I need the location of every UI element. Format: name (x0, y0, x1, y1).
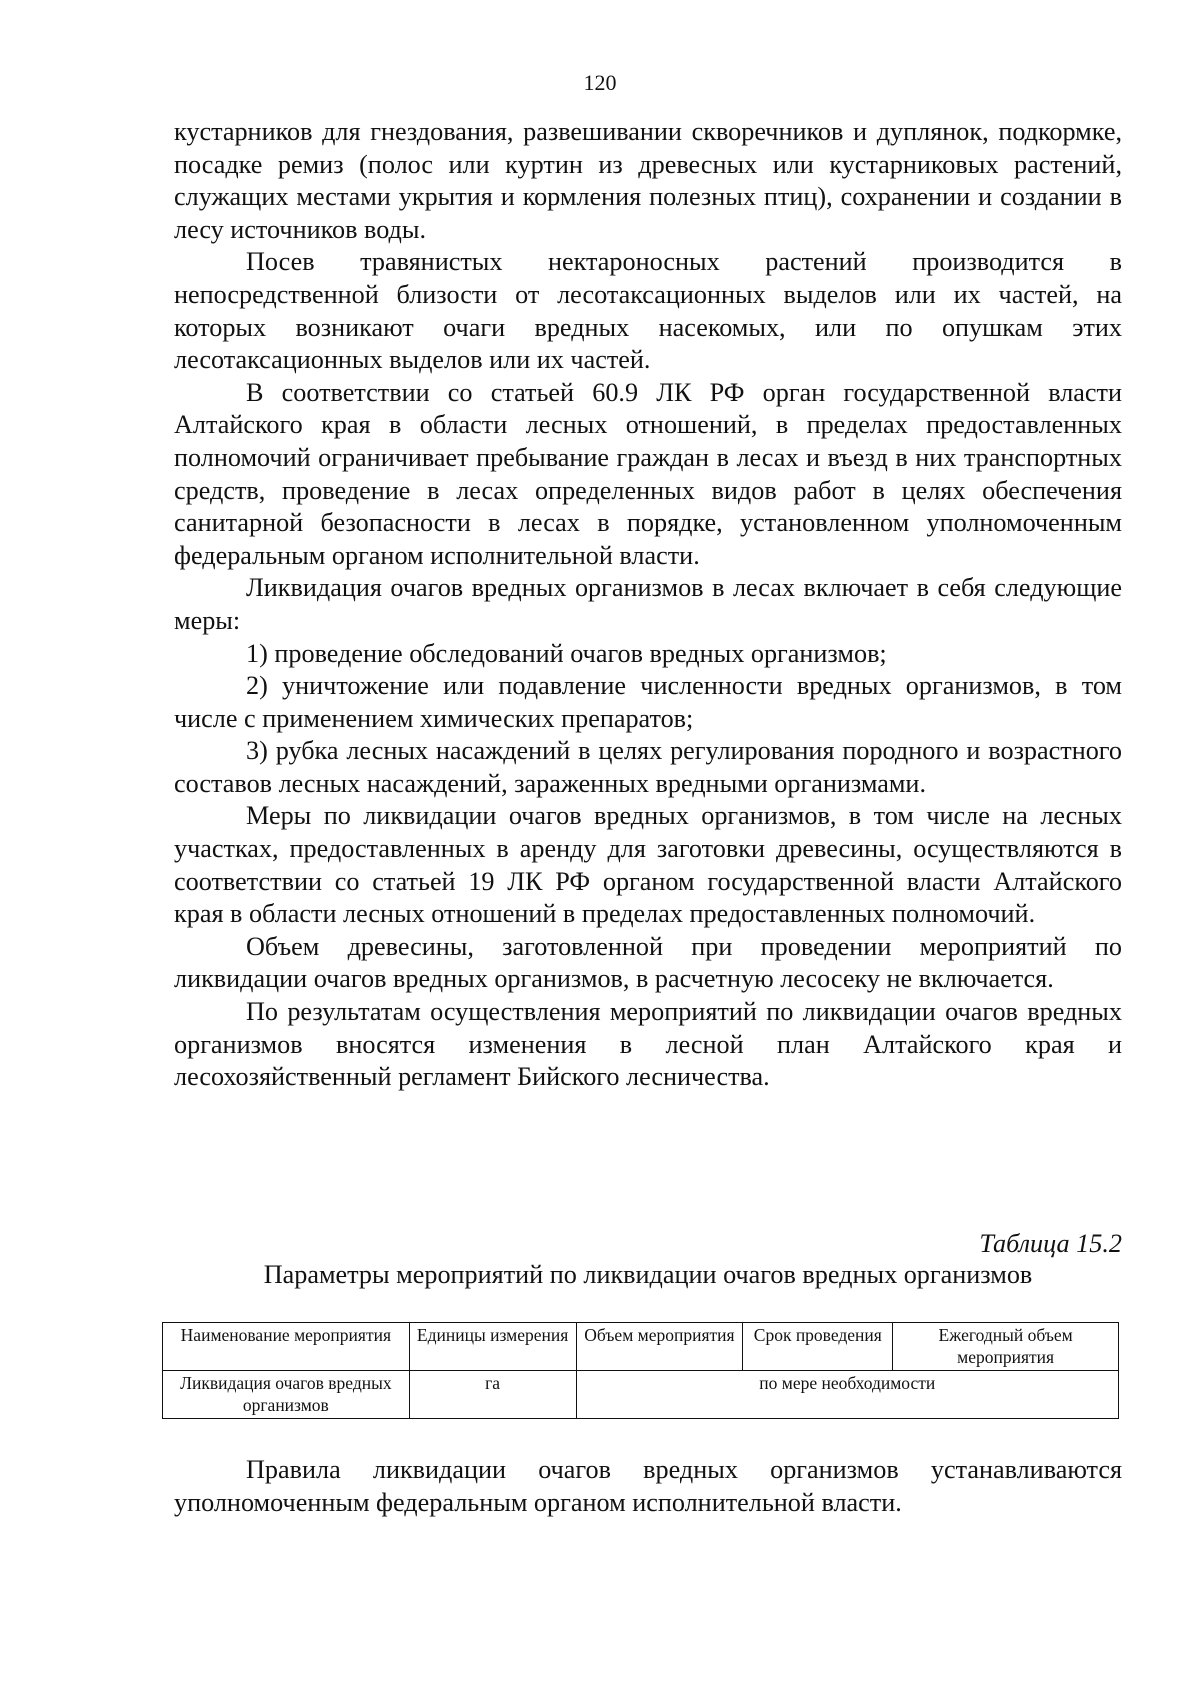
column-header: Единицы измерения (409, 1323, 576, 1371)
paragraph: По результатам осуществления мероприятий по ликвидации очагов вредных организмов вносятся изменения в лесной план Алтайского края и лесохозяйственный регламент Бийского лесничества. (174, 997, 1122, 1092)
column-header: Срок проведения (743, 1323, 893, 1371)
column-header: Объем мероприятия (576, 1323, 743, 1371)
unit-cell: га (409, 1371, 576, 1419)
table-title: Параметры мероприятий по ликвидации очагов вредных организмов (263, 1260, 1033, 1289)
paragraph: кустарников для гнездования, развешивании скворечников и дуплянок, подкормке, посадке ремиз (полос или куртин из древесных или кустарниковых растений, служащих местами укрытия и кормления полезных птиц), сохранении и создании в лесу источников воды. (174, 117, 1122, 244)
column-header: Наименование мероприятия (163, 1323, 410, 1371)
measure-name-cell: Ликвидация очагов вредных организмов (163, 1371, 410, 1419)
paragraph: Меры по ликвидации очагов вредных организмов, в том числе на лесных участках, предоставленных в аренду для заготовки древесины, осуществляются в соответствии со статьей 19 ЛК РФ органом государственной власти Алтайского края в области лесных отношений в пределах предоставленных полномочий. (174, 801, 1122, 929)
paragraph: Ликвидация очагов вредных организмов в лесах включает в себя следующие меры: (174, 573, 1122, 635)
table-row (163, 1371, 1119, 1419)
paragraph: В соответствии со статьей 60.9 ЛК РФ орган государственной власти Алтайского края в области лесных отношений, в пределах предоставленных полномочий ограничивает пребывание граждан в лесах и въезд в них транспортных средств, проведение в лесах определенных видов работ в целях обеспечения санитарной безопасности в лесах в порядке, установленном уполномоченным федеральным органом исполнительной власти. (174, 377, 1122, 570)
table-number: Таблица 15.2 (979, 1229, 1122, 1258)
body-text (174, 116, 1122, 1094)
list-item: 1) проведение обследований очагов вредных организмов; (246, 638, 887, 668)
list-item: 2) уничтожение или подавление численности вредных организмов, в том числе с применением химических препаратов; (174, 671, 1122, 733)
paragraph: Правила ликвидации очагов вредных организмов устанавливаются уполномоченным федеральным органом исполнительной власти. (174, 1455, 1122, 1517)
parameters-table (162, 1322, 1119, 1419)
merged-value-cell: по мере необходимости (576, 1371, 1118, 1419)
closing-text (174, 1454, 1122, 1519)
paragraph: Посев травянистых нектароносных растений производится в непосредственной близости от лесотаксационных выделов или их частей, на которых возникают очаги вредных насекомых, или по опушкам этих лесотаксационных выделов или их частей. (174, 247, 1122, 375)
table-header-row (163, 1323, 1119, 1371)
paragraph: Объем древесины, заготовленной при проведении мероприятий по ликвидации очагов вредных организмов, в расчетную лесосеку не включается. (174, 931, 1122, 994)
page-number: 120 (583, 70, 617, 95)
column-header: Ежегодный объем мероприятия (893, 1323, 1119, 1371)
list-item: 3) рубка лесных насаждений в целях регулирования породного и возрастного составов лесных насаждений, зараженных вредными организмами. (174, 736, 1122, 798)
